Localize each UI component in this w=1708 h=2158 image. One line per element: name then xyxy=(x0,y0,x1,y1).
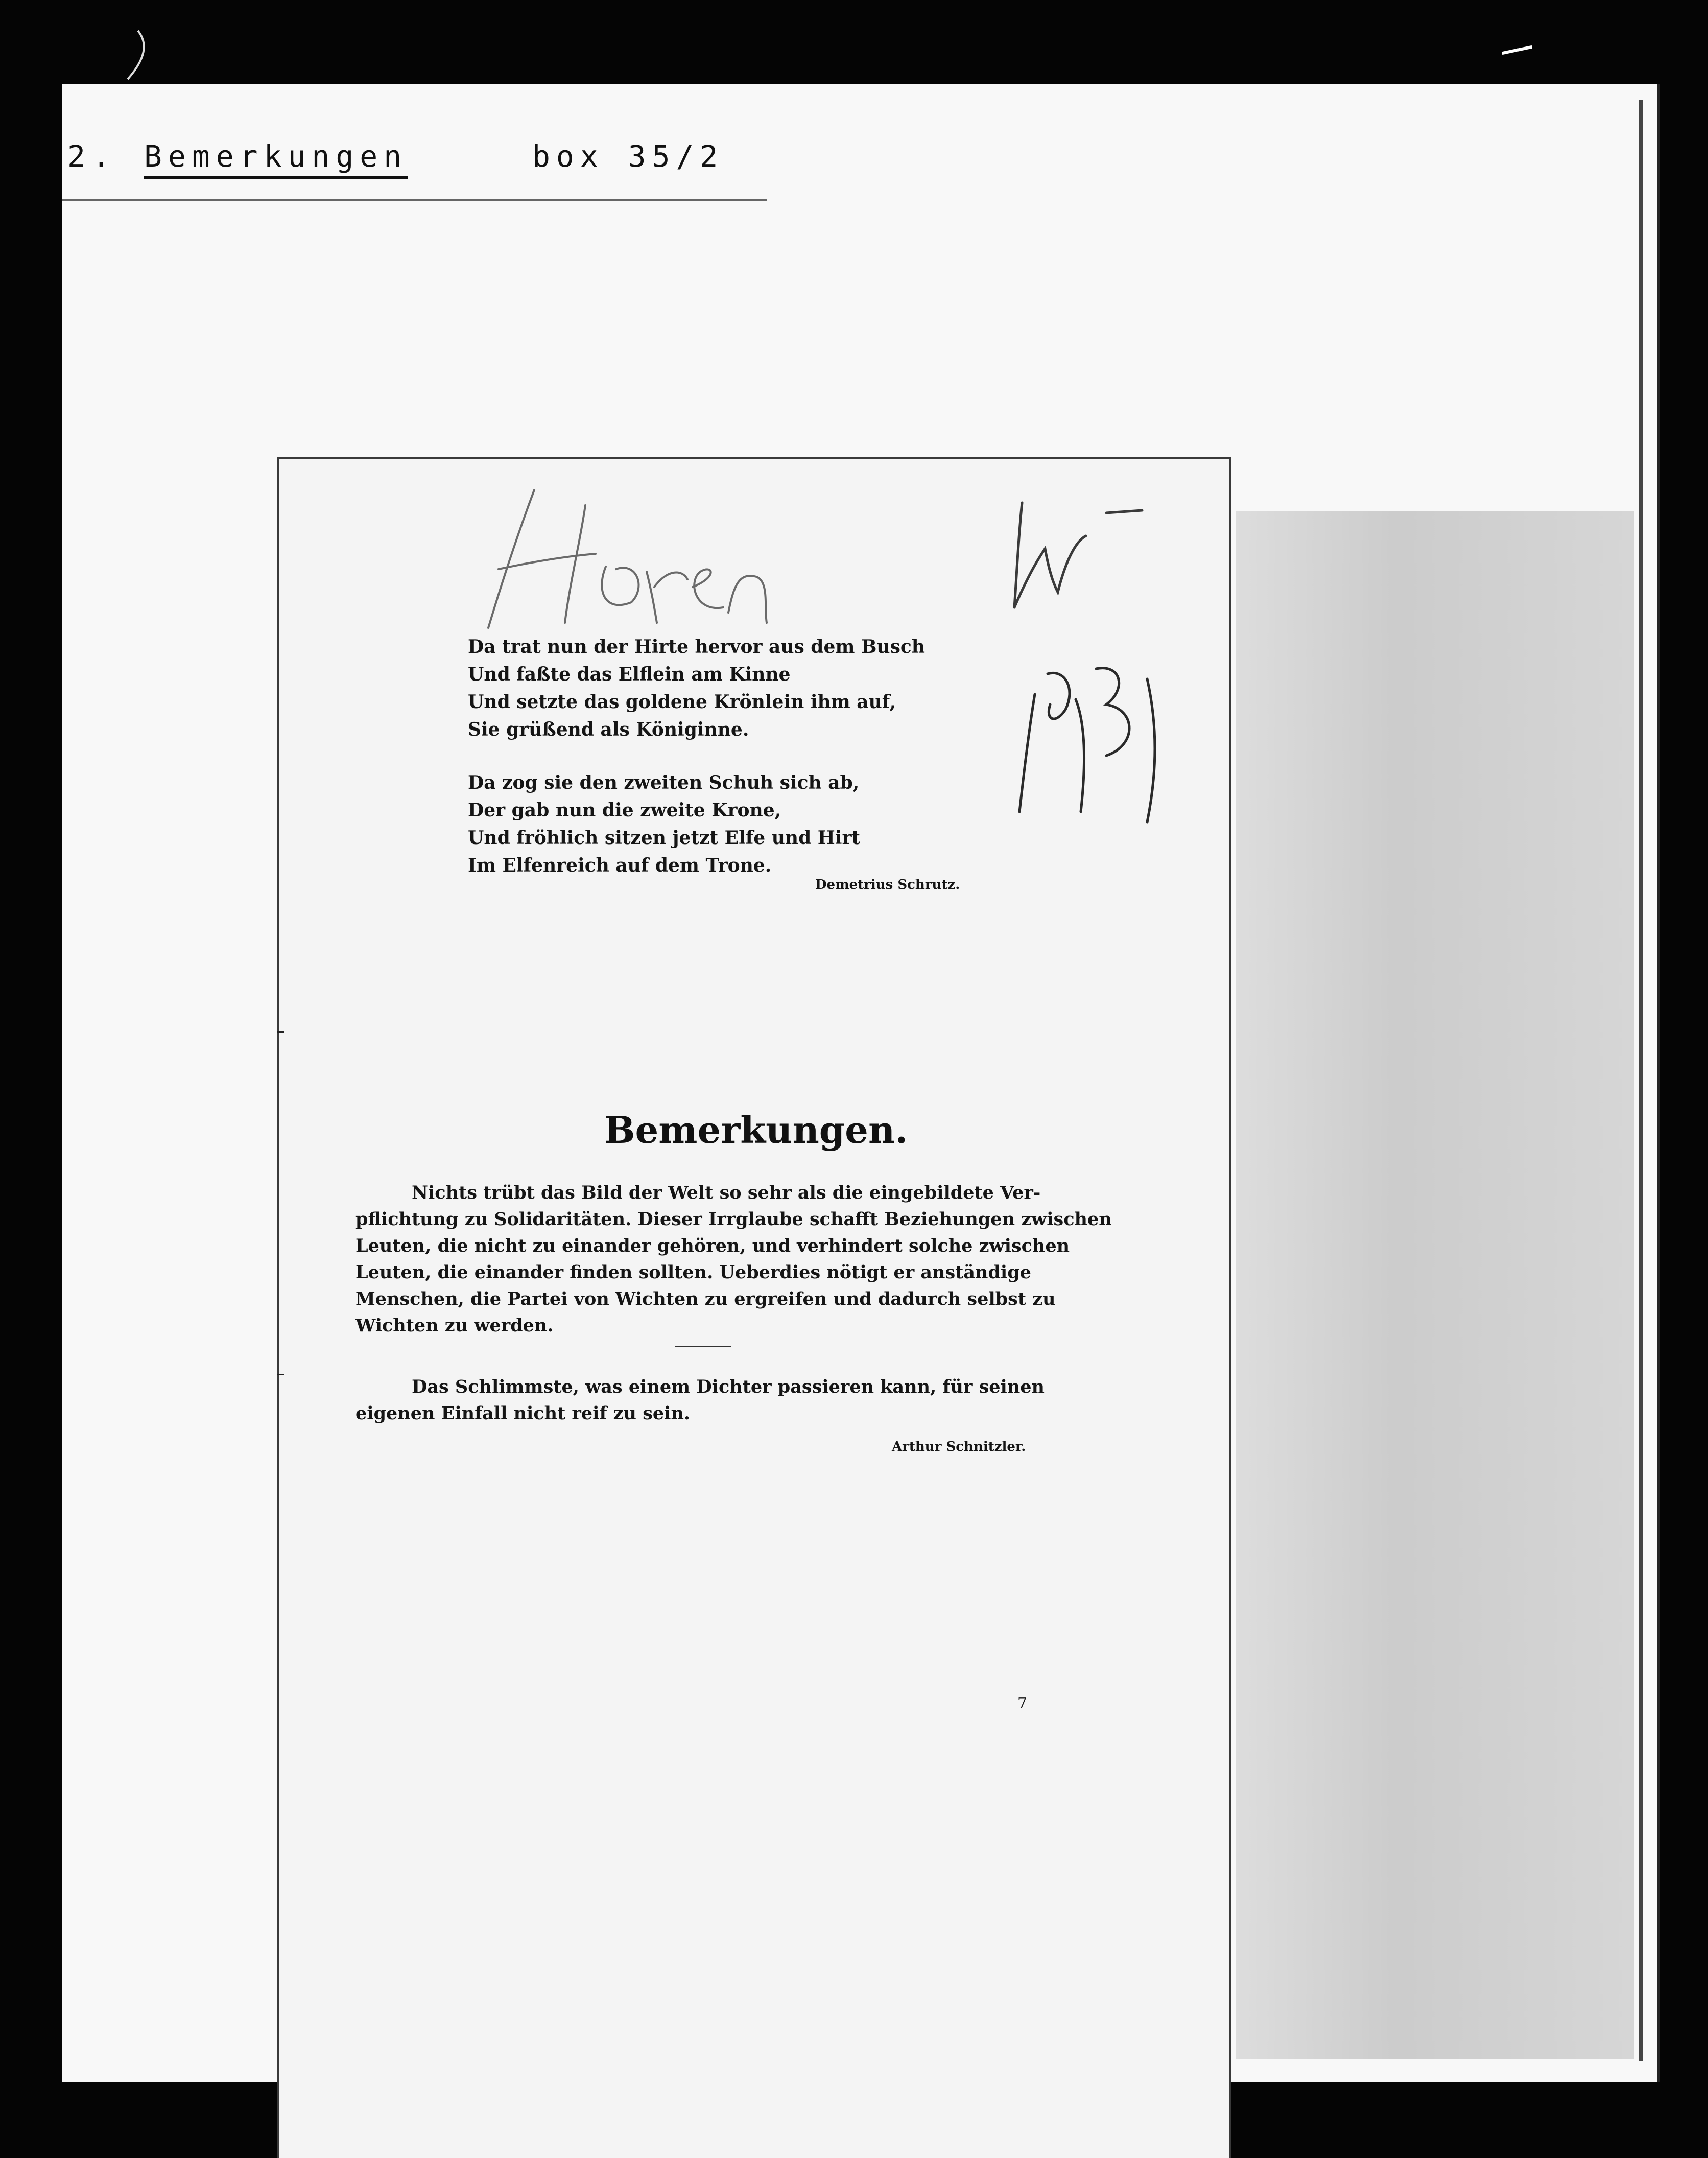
poem-stanza-1 xyxy=(468,633,925,743)
poem-line: Und fröhlich sitzen jetzt Elfe und Hirt xyxy=(468,827,861,849)
poem-line: Da zog sie den zweiten Schuh sich ab, xyxy=(468,772,860,793)
margin-tick xyxy=(277,1374,284,1375)
margin-tick xyxy=(277,1031,284,1033)
prose-line: Nichts trübt das Bild der Welt so sehr als die eingebildete Ver- xyxy=(412,1182,1041,1203)
prose-line: Menschen, die Partei von Wichten zu ergreifen und dadurch selbst zu xyxy=(355,1288,1056,1309)
magazine-page xyxy=(277,457,1231,2158)
board-shadow-area xyxy=(1236,511,1634,2059)
prose-line: Wichten zu werden. xyxy=(355,1315,554,1336)
section-divider xyxy=(675,1346,731,1347)
poem-line: Und setzte das goldene Krönlein ihm auf, xyxy=(468,691,896,713)
header-number: 2. xyxy=(67,139,117,174)
poem xyxy=(468,633,925,905)
header-title: Bemerkungen xyxy=(144,139,408,179)
poem-line: Sie grüßend als Königinne. xyxy=(468,719,749,740)
header-rule xyxy=(62,199,767,201)
corner-scratch-mark xyxy=(117,28,158,84)
prose-line: Das Schlimmste, was einem Dichter passieren kann, für seinen xyxy=(412,1376,1045,1397)
corner-dash-mark xyxy=(1502,45,1532,55)
board-edge xyxy=(1639,100,1643,2061)
page-number: 7 xyxy=(1017,1695,1028,1713)
prose-line: pflichtung zu Solidaritäten. Dieser Irrglaube schafft Beziehungen zwischen xyxy=(355,1209,1112,1230)
section-author: Arthur Schnitzler. xyxy=(892,1439,1026,1455)
poem-line: Da trat nun der Hirte hervor aus dem Busch xyxy=(468,636,925,658)
poem-line: Und faßte das Elflein am Kinne xyxy=(468,664,791,685)
prose-line: Leuten, die einander finden sollten. Ueberdies nötigt er anständige xyxy=(355,1262,1031,1283)
section-heading: Bemerkungen. xyxy=(604,1108,908,1152)
poem-stanza-2 xyxy=(468,769,907,879)
paragraph-2 xyxy=(355,1374,1122,1427)
poem-author: Demetrius Schrutz. xyxy=(815,877,960,893)
prose-line: eigenen Einfall nicht reif zu sein. xyxy=(355,1403,691,1424)
poem-line: Der gab nun die zweite Krone, xyxy=(468,800,781,821)
archive-header xyxy=(62,128,757,204)
prose-line: Leuten, die nicht zu einander gehören, und verhindert solche zwischen xyxy=(355,1235,1070,1256)
header-box-label: box 35/2 xyxy=(532,139,724,174)
poem-line: Im Elfenreich auf dem Trone. xyxy=(468,855,772,876)
paragraph-1 xyxy=(355,1180,1122,1339)
